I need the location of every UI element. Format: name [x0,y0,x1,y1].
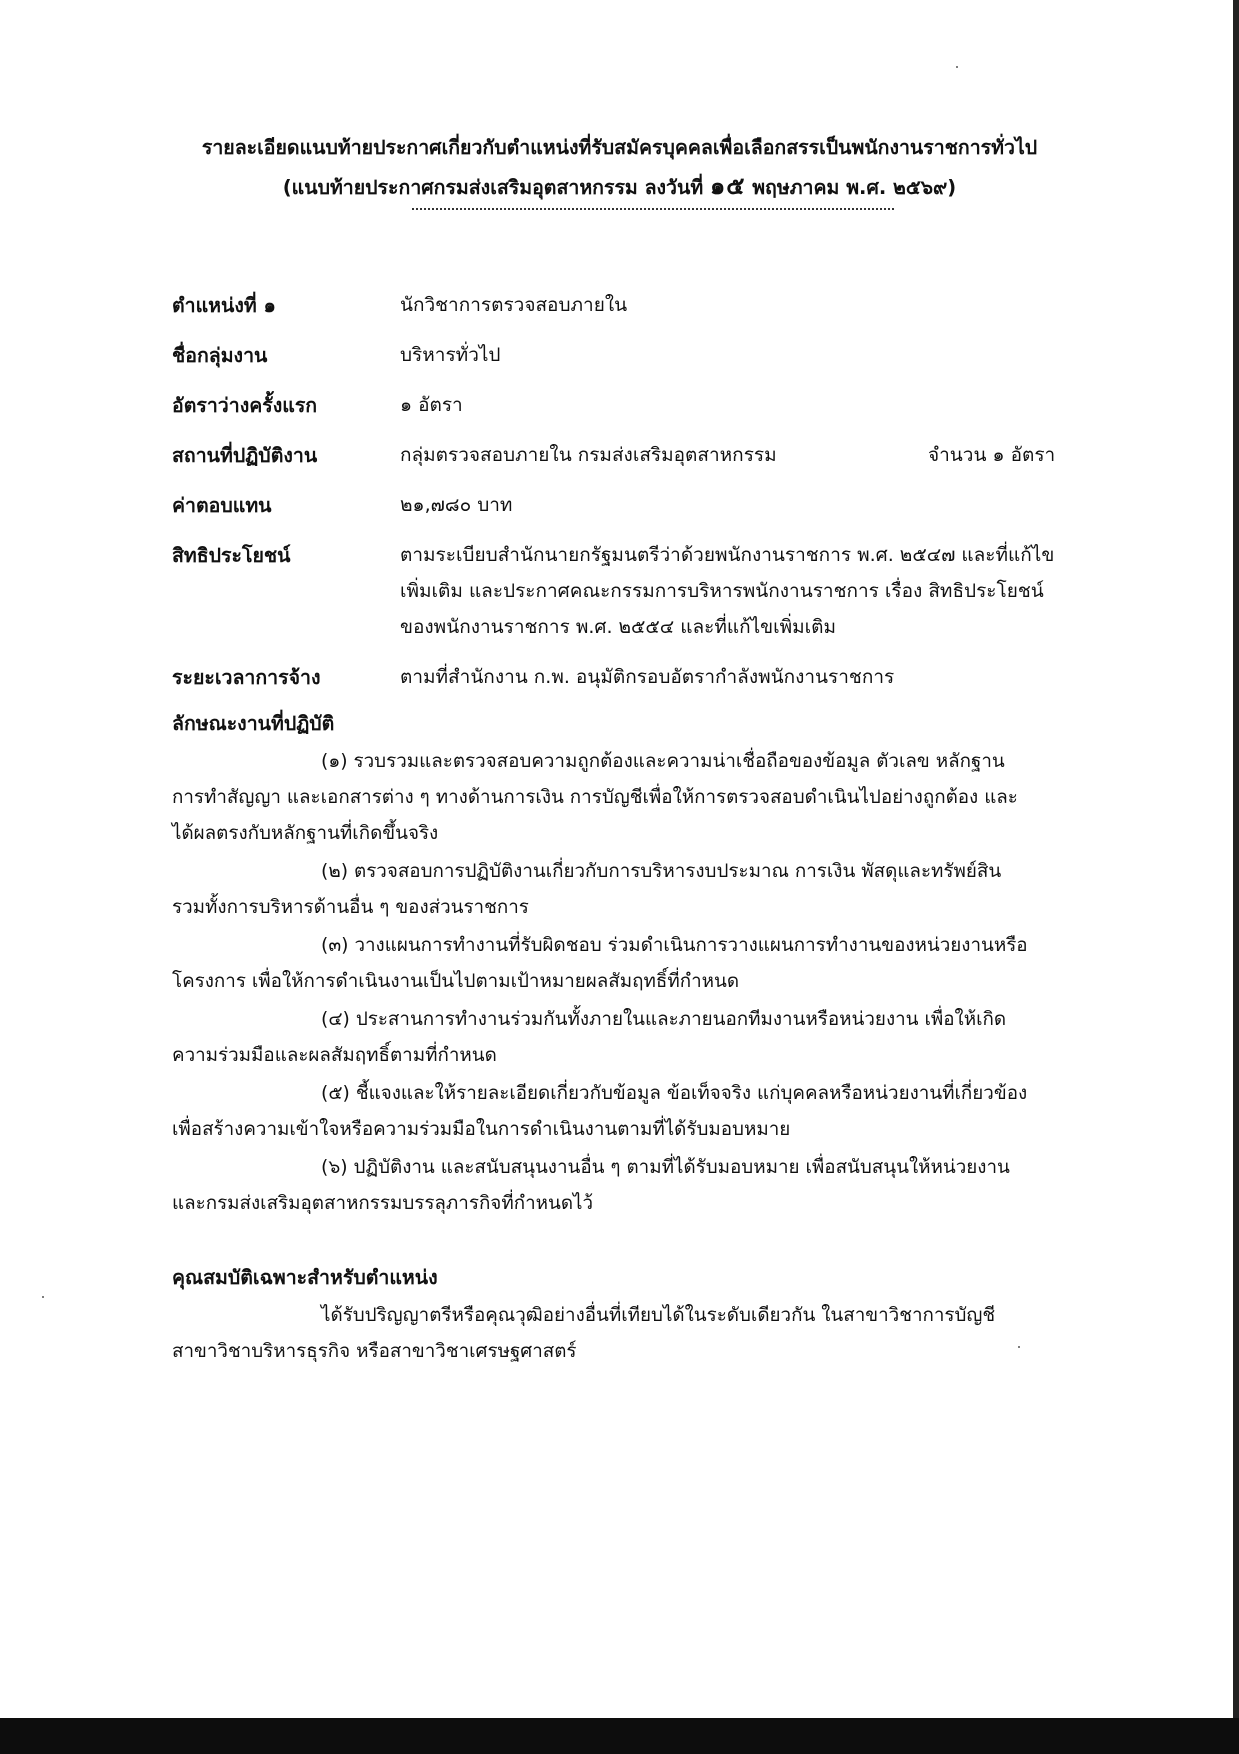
duty-item-1-continuation: ได้ผลตรงกับหลักฐานที่เกิดขึ้นจริง [172,823,439,844]
field-value-vacancy: ๑ อัตรา [400,394,463,416]
field-value-workplace-count: จำนวน ๑ อัตรา [928,444,1056,466]
field-label-workplace: สถานที่ปฏิบัติงาน [172,444,318,467]
scan-right-edge [1233,0,1239,1718]
duty-item-6: (๖) ปฏิบัติงาน และสนับสนุนงานอื่น ๆ ตามที่ได้รับมอบหมาย เพื่อสนับสนุนให้หน่วยงาน [321,1157,1010,1178]
document-title: รายละเอียดแนบท้ายประกาศเกี่ยวกับตำแหน่งที่รับสมัครบุคคลเพื่อเลือกสรรเป็นพนักงานราชการทั่วไป [201,136,1038,159]
field-label-benefits: สิทธิประโยชน์ [172,544,291,567]
field-label-employment-period: ระยะเวลาการจ้าง [172,666,321,689]
scan-speck [1018,1346,1020,1348]
field-value-group: บริหารทั่วไป [400,344,501,366]
duty-item-4: (๔) ประสานการทำงานร่วมกันทั้งภายในและภายนอกทีมงานหรือหน่วยงาน เพื่อให้เกิด [321,1009,1007,1030]
subtitle-suffix: พฤษภาคม พ.ศ. ๒๕๖๙) [752,176,957,199]
duty-item-5: (๕) ชี้แจงและให้รายละเอียดเกี่ยวกับข้อมูล ข้อเท็จจริง แก่บุคคลหรือหน่วยงานที่เกี่ยวข้อง [321,1083,1028,1104]
scan-bottom-band [0,1718,1239,1754]
duty-item-2-continuation: รวมทั้งการบริหารด้านอื่น ๆ ของส่วนราชการ [172,897,529,918]
dotted-divider [412,208,894,210]
qualifications-title: คุณสมบัติเฉพาะสำหรับตำแหน่ง [172,1266,438,1289]
duty-item-3-continuation: โครงการ เพื่อให้การดำเนินงานเป็นไปตามเป้าหมายผลสัมฤทธิ์ที่กำหนด [172,971,740,992]
qualifications-text: ได้รับปริญญาตรีหรือคุณวุฒิอย่างอื่นที่เทียบได้ในระดับเดียวกัน ในสาขาวิชาการบัญชี [321,1305,996,1326]
field-value-position: นักวิชาการตรวจสอบภายใน [400,294,628,316]
benefits-line: เพิ่มเติม และประกาศคณะกรรมการบริหารพนักงานราชการ เรื่อง สิทธิประโยชน์ [400,580,1044,602]
field-label-salary: ค่าตอบแทน [172,494,272,517]
duty-item-1: (๑) รวบรวมและตรวจสอบความถูกต้องและความน่าเชื่อถือของข้อมูล ตัวเลข หลักฐาน [321,751,1005,772]
field-label-group: ชื่อกลุ่มงาน [172,344,268,367]
duty-item-4-continuation: ความร่วมมือและผลสัมฤทธิ์ตามที่กำหนด [172,1045,497,1066]
field-label-position: ตำแหน่งที่ ๑ [172,294,276,317]
benefits-line: ของพนักงานราชการ พ.ศ. ๒๕๕๔ และที่แก้ไขเพิ่มเติม [400,616,837,638]
duty-item-1-continuation: การทำสัญญา และเอกสารต่าง ๆ ทางด้านการเงิน การบัญชีเพื่อให้การตรวจสอบดำเนินไปอย่างถูกต้อง และ [172,787,1018,808]
duty-item-2: (๒) ตรวจสอบการปฏิบัติงานเกี่ยวกับการบริหารงบประมาณ การเงิน พัสดุและทรัพย์สิน [321,861,1002,882]
duty-item-3: (๓) วางแผนการทำงานที่รับผิดชอบ ร่วมดำเนินการวางแผนการทำงานของหน่วยงานหรือ [321,935,1028,956]
announcement-day: ๑๕ [709,172,746,200]
field-label-vacancy: อัตราว่างครั้งแรก [172,394,318,417]
scan-speck [42,1296,44,1298]
duty-item-5-continuation: เพื่อสร้างความเข้าใจหรือความร่วมมือในการดำเนินงานตามที่ได้รับมอบหมาย [172,1119,791,1140]
field-value-salary: ๒๑,๗๘๐ บาท [400,494,513,516]
field-value-employment-period: ตามที่สำนักงาน ก.พ. อนุมัติกรอบอัตรากำลังพนักงานราชการ [400,666,895,688]
qualifications-text-continuation: สาขาวิชาบริหารธุรกิจ หรือสาขาวิชาเศรษฐศาสตร์ [172,1341,577,1362]
subtitle-prefix: (แนบท้ายประกาศกรมส่งเสริมอุตสาหกรรม ลงวันที่ [282,176,704,199]
benefits-line: ตามระเบียบสำนักนายกรัฐมนตรีว่าด้วยพนักงานราชการ พ.ศ. ๒๕๔๗ และที่แก้ไข [400,544,1055,566]
document-subtitle [60,166,1179,205]
scan-speck [956,66,958,68]
field-value-workplace: กลุ่มตรวจสอบภายใน กรมส่งเสริมอุตสาหกรรม [400,444,777,466]
duties-title: ลักษณะงานที่ปฏิบัติ [172,712,335,735]
duty-item-6-continuation: และกรมส่งเสริมอุตสาหกรรมบรรลุภารกิจที่กำหนดไว้ [172,1193,594,1214]
